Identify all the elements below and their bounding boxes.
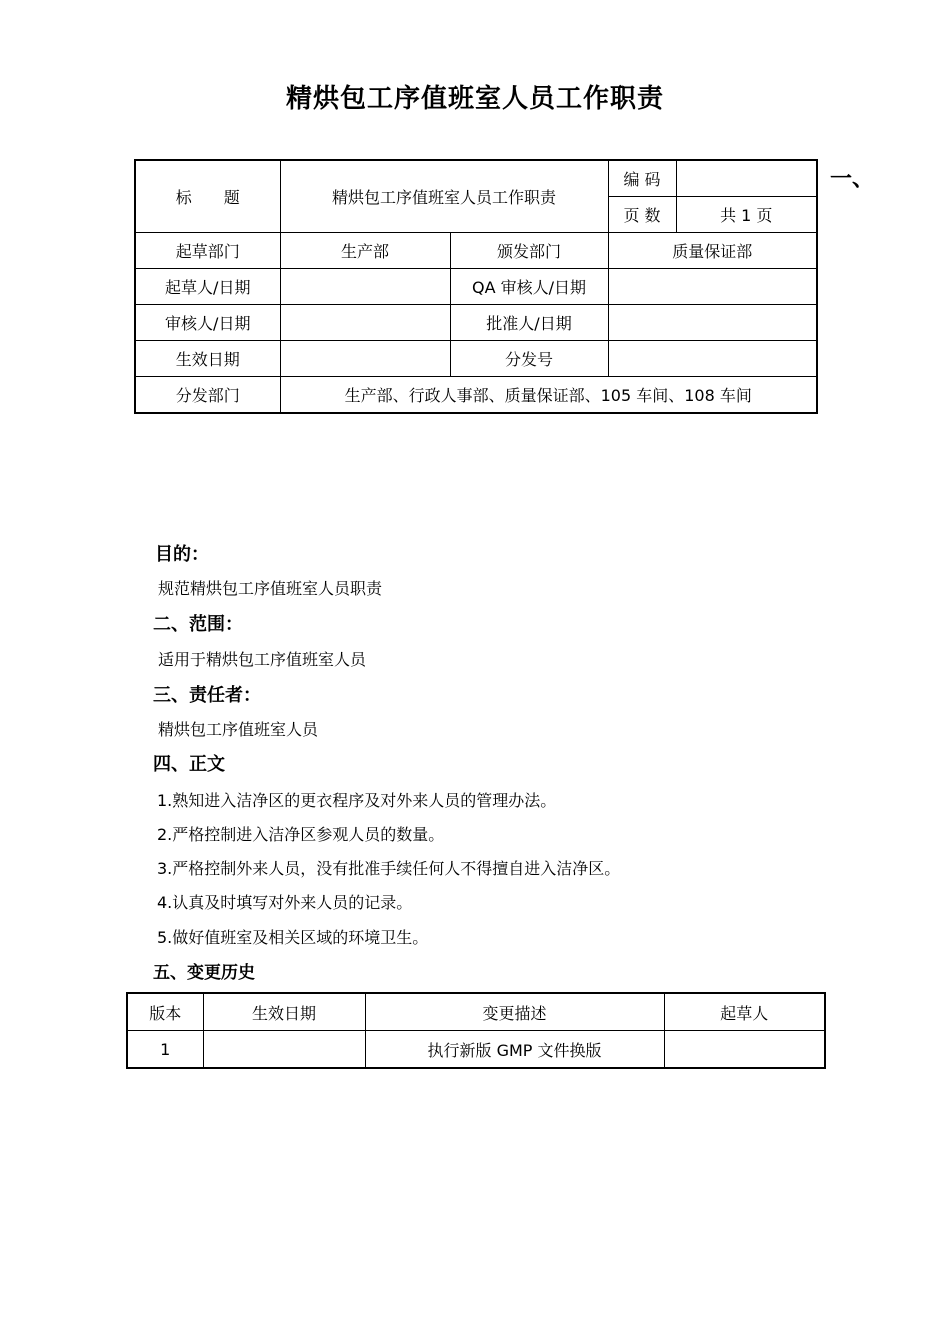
body-item: 2.严格控制进入洁净区参观人员的数量。 [157, 825, 445, 844]
distribution-dept-value: 生产部、行政人事部、质量保证部、105 车间、108 车间 [280, 377, 817, 414]
effective-date-value [280, 341, 450, 377]
body-item: 4.认真及时填写对外来人员的记录。 [157, 893, 413, 912]
scope-heading: 二、范围： [153, 614, 243, 635]
distribution-number-value [608, 341, 817, 377]
document-title: 精烘包工序值班室人员工作职责 [285, 84, 664, 114]
pages-label: 页 数 [608, 197, 676, 233]
change-history-table [126, 992, 826, 1069]
history-heading: 五、变更历史 [153, 963, 255, 983]
distribution-number-label: 分发号 [450, 341, 608, 377]
draft-dept-value: 生产部 [280, 233, 450, 269]
table-row [127, 1031, 825, 1069]
history-cell-date [203, 1031, 365, 1069]
body-heading: 四、正文 [153, 754, 225, 775]
title-value: 精烘包工序值班室人员工作职责 [280, 160, 608, 233]
reviewer-value [280, 305, 450, 341]
drafter-label: 起草人/日期 [135, 269, 280, 305]
history-cell-drafter [664, 1031, 825, 1069]
distribution-dept-label: 分发部门 [135, 377, 280, 414]
document-header-table [134, 159, 818, 414]
history-header-description: 变更描述 [365, 993, 664, 1031]
scope-text: 适用于精烘包工序值班室人员 [158, 650, 367, 669]
code-label: 编 码 [608, 160, 676, 197]
qa-reviewer-value [608, 269, 817, 305]
approver-label: 批准人/日期 [450, 305, 608, 341]
drafter-value [280, 269, 450, 305]
history-cell-description: 执行新版 GMP 文件换版 [365, 1031, 664, 1069]
responsible-text: 精烘包工序值班室人员 [158, 720, 319, 739]
responsible-heading: 三、责任者： [153, 685, 261, 706]
issue-dept-label: 颁发部门 [450, 233, 608, 269]
issue-dept-value: 质量保证部 [608, 233, 817, 269]
purpose-text: 规范精烘包工序值班室人员职责 [158, 579, 383, 598]
history-header-drafter: 起草人 [664, 993, 825, 1031]
draft-dept-label: 起草部门 [135, 233, 280, 269]
history-header-date: 生效日期 [203, 993, 365, 1031]
approver-value [608, 305, 817, 341]
body-item: 1.熟知进入洁净区的更衣程序及对外来人员的管理办法。 [157, 791, 557, 810]
reviewer-label: 审核人/日期 [135, 305, 280, 341]
code-value [676, 160, 817, 197]
qa-reviewer-label: QA 审核人/日期 [450, 269, 608, 305]
section-one-marker: 一、 [830, 167, 875, 192]
body-item: 3.严格控制外来人员，没有批准手续任何人不得擅自进入洁净区。 [157, 859, 621, 878]
effective-date-label: 生效日期 [135, 341, 280, 377]
title-label: 标 题 [135, 160, 280, 233]
pages-value: 共 1 页 [676, 197, 817, 233]
history-cell-version: 1 [127, 1031, 203, 1069]
purpose-heading: 目的： [155, 544, 209, 565]
history-header-version: 版本 [127, 993, 203, 1031]
body-item: 5.做好值班室及相关区域的环境卫生。 [157, 928, 429, 947]
